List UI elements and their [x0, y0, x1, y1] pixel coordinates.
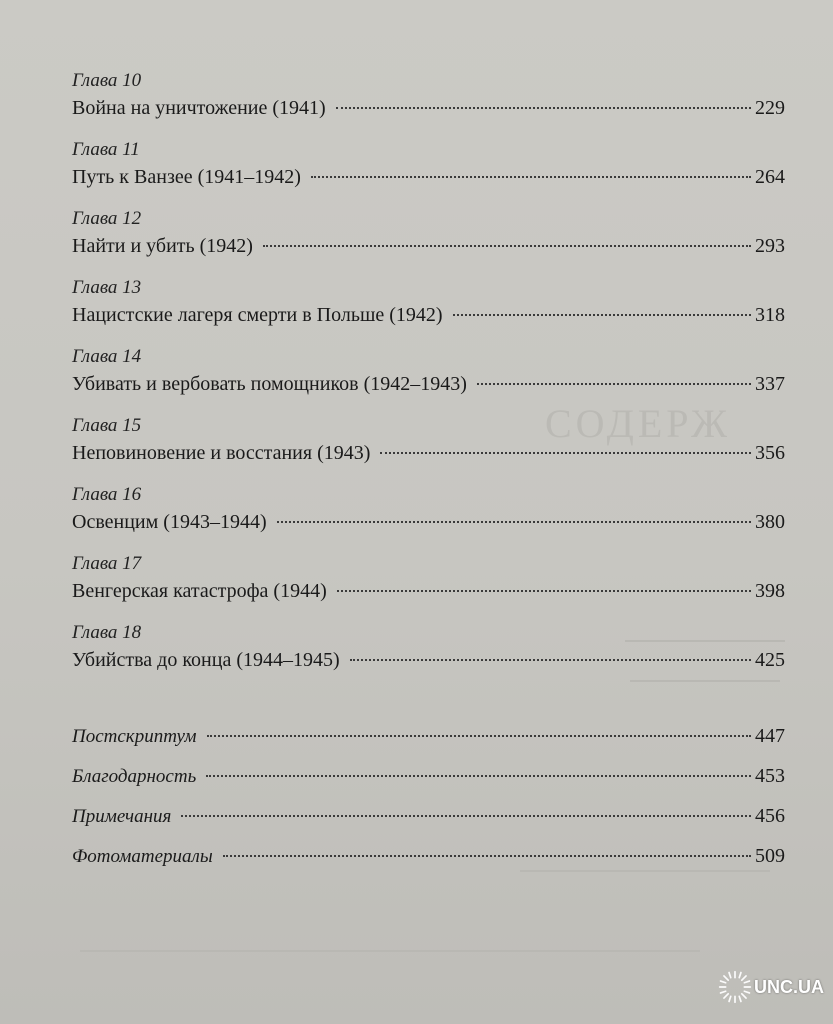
chapter-label: Глава 11	[72, 139, 140, 160]
page-number: 447	[755, 725, 785, 747]
toc-entry	[72, 440, 785, 466]
back-matter-list	[72, 723, 785, 883]
dot-leader	[207, 735, 751, 737]
site-watermark	[718, 962, 828, 1012]
toc-chapter	[72, 411, 785, 480]
dot-leader	[477, 383, 751, 385]
dot-leader	[181, 815, 751, 817]
chapter-title: Путь к Ванзее (1941–1942)	[72, 166, 301, 188]
back-matter-title: Фотоматериалы	[72, 846, 213, 867]
toc-entry	[72, 843, 785, 883]
page-number: 293	[755, 235, 785, 257]
chapter-label: Глава 17	[72, 553, 142, 574]
dot-leader	[380, 452, 751, 454]
chapter-label: Глава 15	[72, 415, 142, 436]
chapter-label: Глава 10	[72, 70, 142, 91]
dot-leader	[206, 775, 751, 777]
dot-leader	[336, 107, 751, 109]
toc-chapter	[72, 342, 785, 411]
chapter-title: Нацистские лагеря смерти в Польше (1942)	[72, 304, 443, 326]
toc-entry	[72, 233, 785, 259]
watermark-text: UNC.UA	[754, 976, 824, 997]
dot-leader	[223, 855, 751, 857]
toc-entry	[72, 509, 785, 535]
dot-leader	[350, 659, 751, 661]
toc-entry	[72, 302, 785, 328]
chapter-title: Освенцим (1943–1944)	[72, 511, 267, 533]
chapter-title: Найти и убить (1942)	[72, 235, 253, 257]
chapter-title: Неповиновение и восстания (1943)	[72, 442, 371, 464]
toc-entry	[72, 578, 785, 604]
toc-chapter	[72, 273, 785, 342]
toc-entry	[72, 803, 785, 843]
toc-entry	[72, 723, 785, 763]
page-number: 398	[755, 580, 785, 602]
chapter-label: Глава 13	[72, 277, 142, 298]
page-number: 318	[755, 304, 785, 326]
page-number: 453	[755, 765, 785, 787]
dot-leader	[453, 314, 751, 316]
page-number: 337	[755, 373, 785, 395]
page-number: 425	[755, 649, 785, 671]
toc-chapter	[72, 66, 785, 135]
toc-entry	[72, 164, 785, 190]
show-through-text: СОДЕРЖ	[545, 401, 731, 446]
chapter-title: Война на уничтожение (1941)	[72, 97, 326, 119]
chapter-label: Глава 12	[72, 208, 142, 229]
show-through-line	[80, 950, 700, 952]
dot-leader	[277, 521, 751, 523]
chapter-label: Глава 16	[72, 484, 142, 505]
page-number: 380	[755, 511, 785, 533]
back-matter-title: Постскриптум	[72, 726, 197, 747]
table-of-contents	[72, 66, 785, 687]
toc-chapter	[72, 549, 785, 618]
toc-chapter	[72, 480, 785, 549]
toc-chapter	[72, 204, 785, 273]
dot-leader	[311, 176, 751, 178]
chapter-title: Убивать и вербовать помощников (1942–1943)	[72, 373, 467, 395]
page-number: 509	[755, 845, 785, 867]
page-number: 456	[755, 805, 785, 827]
back-matter-title: Примечания	[72, 806, 172, 827]
page-number: 229	[755, 97, 785, 119]
dot-leader	[337, 590, 751, 592]
chapter-label: Глава 14	[72, 346, 142, 367]
toc-entry	[72, 763, 785, 803]
chapter-title: Убийства до конца (1944–1945)	[72, 649, 340, 671]
chapter-label: Глава 18	[72, 622, 142, 643]
back-matter-title: Благодарность	[72, 766, 197, 787]
page-number: 356	[755, 442, 785, 464]
toc-chapter	[72, 618, 785, 687]
sun-burst-icon	[718, 970, 752, 1004]
dot-leader	[263, 245, 751, 247]
toc-chapter	[72, 135, 785, 204]
chapter-title: Венгерская катастрофа (1944)	[72, 580, 327, 602]
toc-entry	[72, 95, 785, 121]
page-number: 264	[755, 166, 785, 188]
toc-entry	[72, 647, 785, 673]
toc-entry	[72, 371, 785, 397]
